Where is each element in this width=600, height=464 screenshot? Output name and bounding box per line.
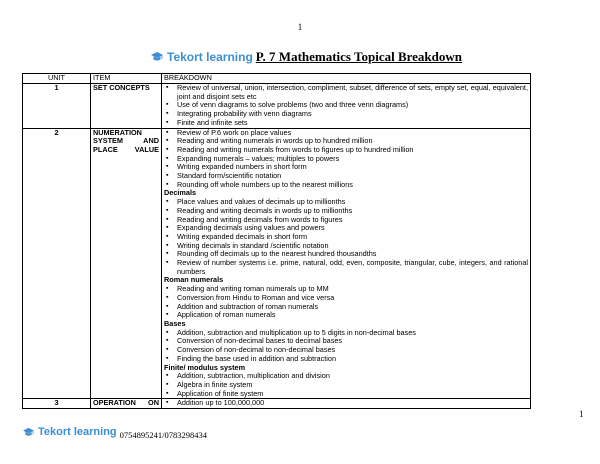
breakdown-cell: [162, 128, 531, 399]
subtopic-heading: Decimals: [164, 188, 197, 198]
subtopic-heading: Roman numerals: [164, 275, 224, 285]
page-number-top: 1: [297, 22, 303, 32]
topical-breakdown-table: [22, 73, 531, 409]
table-row: [23, 84, 531, 129]
table-row: [23, 399, 531, 409]
list-item: ▪ Finding the base used in addition and subtraction: [164, 355, 528, 364]
list-item: ▪ Review of P.6 work on place values: [164, 129, 528, 138]
page-header: [150, 49, 462, 65]
list-item: ▪ Algebra in finite system: [164, 381, 528, 390]
unit-cell: 2: [23, 128, 91, 399]
list-item: ▪ Integrating probability with venn diagrams: [164, 110, 528, 119]
subtopic-heading: Bases: [164, 318, 186, 328]
table-row: [23, 128, 531, 399]
list-item: ▪ Addition and subtraction of roman numerals: [164, 303, 528, 312]
list-item: ▪ Review of universal, union, intersection, compliment, subset, difference of sets, empty set, equal, equivalent, joint and disjoint sets etc: [164, 84, 528, 101]
list-item: ▪ Reading and writing numerals from words to figures up to hundred million: [164, 146, 528, 155]
contact-phone: 0754895241/0783298434: [119, 430, 208, 440]
list-item: ▪ Use of venn diagrams to solve problems (two and three venn diagrams): [164, 101, 528, 110]
bullet-list: [164, 129, 528, 190]
bullet-list: [164, 198, 528, 276]
bullet-list: [164, 285, 528, 320]
list-item: ▪ Application of roman numerals: [164, 311, 528, 320]
item-cell: NUMERATION SYSTEM AND PLACE VALUE: [91, 128, 162, 399]
table-body: [23, 84, 531, 409]
footer-logo: [22, 426, 117, 438]
column-header-breakdown: BREAKDOWN: [162, 74, 531, 84]
list-item: ▪ Writing decimals in standard /scientific notation: [164, 242, 528, 251]
list-item: ▪ Conversion from Hindu to Roman and vice versa: [164, 294, 528, 303]
breakdown-cell: [162, 84, 531, 129]
list-item: ▪ Expanding decimals using values and powers: [164, 224, 528, 233]
column-header-unit: UNIT: [23, 74, 91, 84]
subtopic-heading: Finite/ modulus system: [164, 362, 246, 372]
breakdown-cell: [162, 399, 531, 409]
list-item: ▪ Addition, subtraction and multiplication up to 5 digits in non-decimal bases: [164, 329, 528, 338]
list-item: ▪ Expanding numerals – values; multiples to powers: [164, 155, 528, 164]
unit-cell: 3: [23, 399, 91, 409]
column-header-item: ITEM: [91, 74, 162, 84]
list-item: ▪ Writing expanded numbers in short form: [164, 163, 528, 172]
bullet-list: [164, 372, 528, 398]
list-item: ▪ Place values and values of decimals up to millionths: [164, 198, 528, 207]
list-item: ▪ Finite and infinite sets: [164, 119, 528, 128]
list-item: ▪ Application of finite system: [164, 390, 528, 399]
footer-brand-name: Tekort learning: [38, 426, 117, 438]
page-number-bottom: 1: [579, 409, 584, 419]
list-item: ▪ Reading and writing decimals in words up to millionths: [164, 207, 528, 216]
brand-name: Tekort learning: [167, 50, 253, 64]
list-item: ▪ Review of number systems i.e. prime, natural, odd, even, composite, triangular, cube, integers, and rational numbers: [164, 259, 528, 276]
bullet-list: [164, 84, 528, 128]
page-footer: [22, 424, 207, 440]
bullet-list: [164, 329, 528, 364]
bullet-list: [164, 399, 528, 408]
list-item: ▪ Rounding off decimals up to the nearest hundred thousandths: [164, 250, 528, 259]
list-item: ▪ Reading and writing decimals from words to figures: [164, 216, 528, 225]
list-item: ▪ Conversion of non-decimal bases to decimal bases: [164, 337, 528, 346]
table-header-row: [23, 74, 531, 84]
list-item: ▪ Rounding off whole numbers up to the nearest millions: [164, 181, 528, 190]
list-item: ▪ Conversion of non-decimal to non-decimal bases: [164, 346, 528, 355]
list-item: ▪ Reading and writing roman numerals up to MM: [164, 285, 528, 294]
list-item: ▪ Addition up to 100,000,000: [164, 399, 528, 408]
brand-logo: [150, 50, 253, 64]
graduation-cap-icon: [150, 51, 164, 63]
list-item: ▪ Writing expanded decimals in short form: [164, 233, 528, 242]
list-item: ▪ Standard form/scientific notation: [164, 172, 528, 181]
list-item: ▪ Addition, subtraction, multiplication and division: [164, 372, 528, 381]
item-cell: OPERATION ON: [91, 399, 162, 409]
unit-cell: 1: [23, 84, 91, 129]
list-item: ▪ Reading and writing numerals in words up to hundred million: [164, 137, 528, 146]
item-cell: SET CONCEPTS: [91, 84, 162, 129]
graduation-cap-icon: [22, 427, 35, 438]
page-title: P. 7 Mathematics Topical Breakdown: [255, 49, 463, 64]
